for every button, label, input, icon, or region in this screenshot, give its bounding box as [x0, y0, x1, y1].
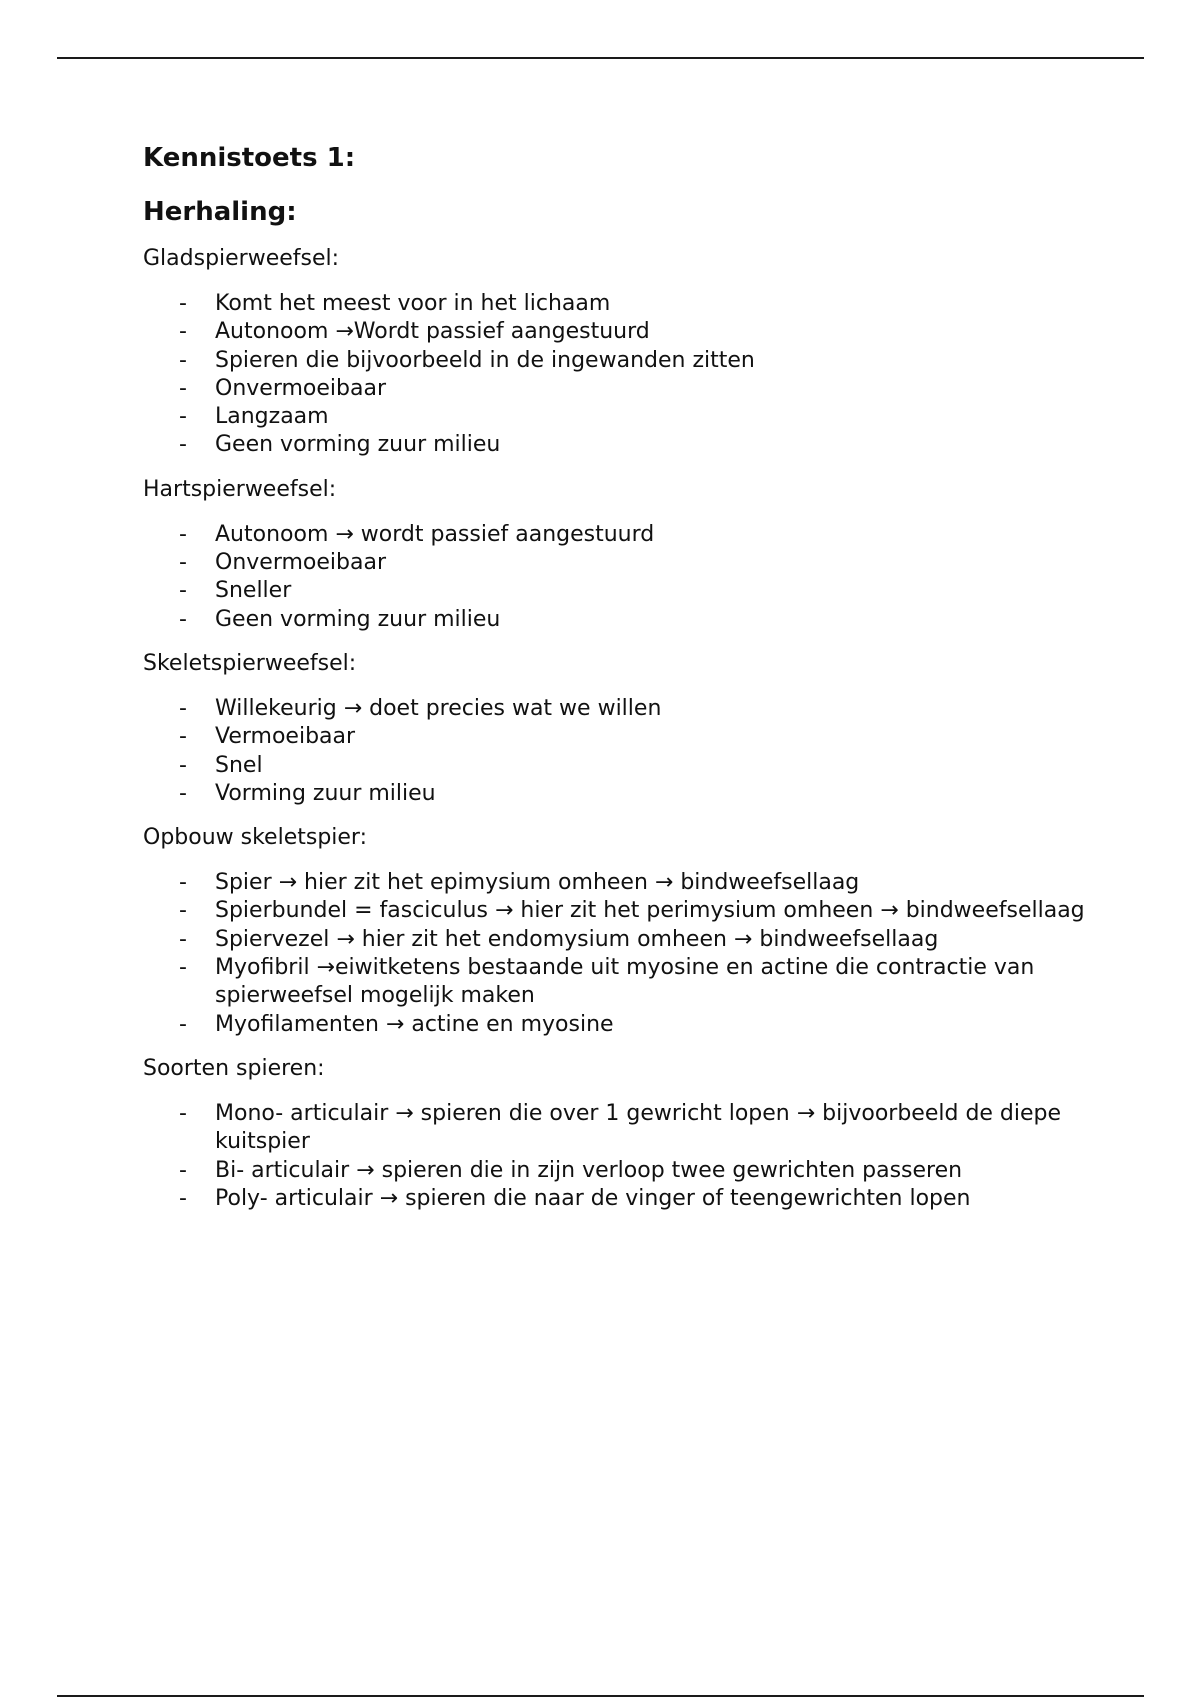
list-item-text: Geen vorming zuur milieu — [215, 432, 501, 458]
list-item — [143, 752, 1093, 780]
list-item-text: Onvermoeibaar — [215, 550, 386, 576]
bullet-dash: - — [179, 432, 187, 458]
bullet-dash: - — [179, 870, 187, 896]
document-body — [143, 141, 1093, 1213]
list-item — [143, 577, 1093, 605]
bullet-dash: - — [179, 898, 187, 924]
list-item — [143, 606, 1093, 634]
bullet-dash: - — [179, 319, 187, 345]
list-item — [143, 1185, 1093, 1213]
list-item-text: Komt het meest voor in het lichaam — [215, 291, 611, 316]
list-item-text: Myofibril →eiwitketens bestaande uit myosine en actine die contractie van spierweefsel mogelijk maken — [215, 955, 1035, 1009]
list-item-text: Langzaam — [215, 404, 329, 430]
bullet-dash: - — [179, 955, 187, 981]
list-item — [143, 1011, 1093, 1039]
header-rule — [57, 57, 1144, 59]
list-item — [143, 347, 1093, 375]
bullet-dash: - — [179, 1011, 187, 1037]
list-item-text: Myofilamenten → actine en myosine — [215, 1011, 614, 1037]
bullet-dash: - — [179, 347, 187, 373]
list-item — [143, 897, 1093, 925]
bullet-dash: - — [179, 1157, 187, 1183]
bullet-dash: - — [179, 606, 187, 632]
list-item-text: Spiervezel → hier zit het endomysium omheen → bindweefsellaag — [215, 926, 939, 952]
list-item-text: Autonoom →Wordt passief aangestuurd — [215, 319, 650, 345]
footer-rule — [57, 1695, 1144, 1697]
bullet-dash: - — [179, 1185, 187, 1211]
section-list-hartspierweefsel — [143, 521, 1093, 634]
list-item-text: Mono- articulair → spieren die over 1 gewricht lopen → bijvoorbeeld de diepe kuitspier — [215, 1100, 1062, 1155]
bullet-dash: - — [179, 695, 187, 721]
list-item — [143, 780, 1093, 808]
list-item-text: Spier → hier zit het epimysium omheen → bindweefsellaag — [215, 870, 860, 896]
section-heading-skeletspierweefsel: Skeletspierweefsel: — [143, 650, 357, 676]
list-item — [143, 521, 1093, 549]
list-item-text: Willekeurig → doet precies wat we willen — [215, 695, 662, 721]
list-item-text: Spierbundel = fasciculus → hier zit het perimysium omheen → bindweefsellaag — [215, 898, 1085, 924]
list-item — [143, 431, 1093, 459]
bullet-dash: - — [179, 724, 187, 750]
section-heading-gladspierweefsel: Gladspierweefsel: — [143, 246, 340, 271]
section-heading-hartspierweefsel: Hartspierweefsel: — [143, 476, 337, 502]
document-subtitle: Herhaling: — [143, 197, 297, 227]
section-list-skeletspierweefsel — [143, 695, 1093, 808]
list-item — [143, 869, 1093, 897]
list-item-text: Poly- articulair → spieren die naar de vinger of teengewrichten lopen — [215, 1185, 971, 1211]
section-list-gladspierweefsel — [143, 290, 1093, 460]
document-title: Kennistoets 1: — [143, 143, 356, 173]
list-item — [143, 695, 1093, 723]
section-list-opbouw-skeletspier — [143, 869, 1093, 1039]
list-item-text: Spieren die bijvoorbeeld in de ingewanden zitten — [215, 347, 755, 373]
bullet-dash: - — [179, 404, 187, 430]
list-item — [143, 1100, 1093, 1157]
section-heading-opbouw-skeletspier: Opbouw skeletspier: — [143, 825, 368, 851]
list-item-text: Vorming zuur milieu — [215, 780, 436, 806]
list-item — [143, 723, 1093, 751]
list-item — [143, 926, 1093, 954]
bullet-dash: - — [179, 521, 187, 547]
section-list-soorten-spieren — [143, 1100, 1093, 1213]
list-item — [143, 375, 1093, 403]
bullet-dash: - — [179, 1100, 187, 1126]
list-item — [143, 549, 1093, 577]
list-item — [143, 403, 1093, 431]
list-item-text: Bi- articulair → spieren die in zijn verloop twee gewrichten passeren — [215, 1157, 963, 1183]
bullet-dash: - — [179, 291, 187, 316]
list-item — [143, 1157, 1093, 1185]
bullet-dash: - — [179, 550, 187, 576]
list-item-text: Vermoeibaar — [215, 724, 356, 750]
list-item — [143, 290, 1093, 318]
list-item-text: Autonoom → wordt passief aangestuurd — [215, 521, 655, 547]
section-heading-soorten-spieren: Soorten spieren: — [143, 1055, 325, 1081]
bullet-dash: - — [179, 578, 187, 604]
bullet-dash: - — [179, 926, 187, 952]
bullet-dash: - — [179, 780, 187, 806]
bullet-dash: - — [179, 752, 187, 778]
list-item — [143, 318, 1093, 346]
bullet-dash: - — [179, 375, 187, 401]
list-item-text: Sneller — [215, 578, 292, 604]
list-item-text: Onvermoeibaar — [215, 375, 386, 401]
list-item-text: Geen vorming zuur milieu — [215, 606, 501, 632]
list-item-text: Snel — [215, 752, 263, 778]
list-item — [143, 954, 1093, 1011]
